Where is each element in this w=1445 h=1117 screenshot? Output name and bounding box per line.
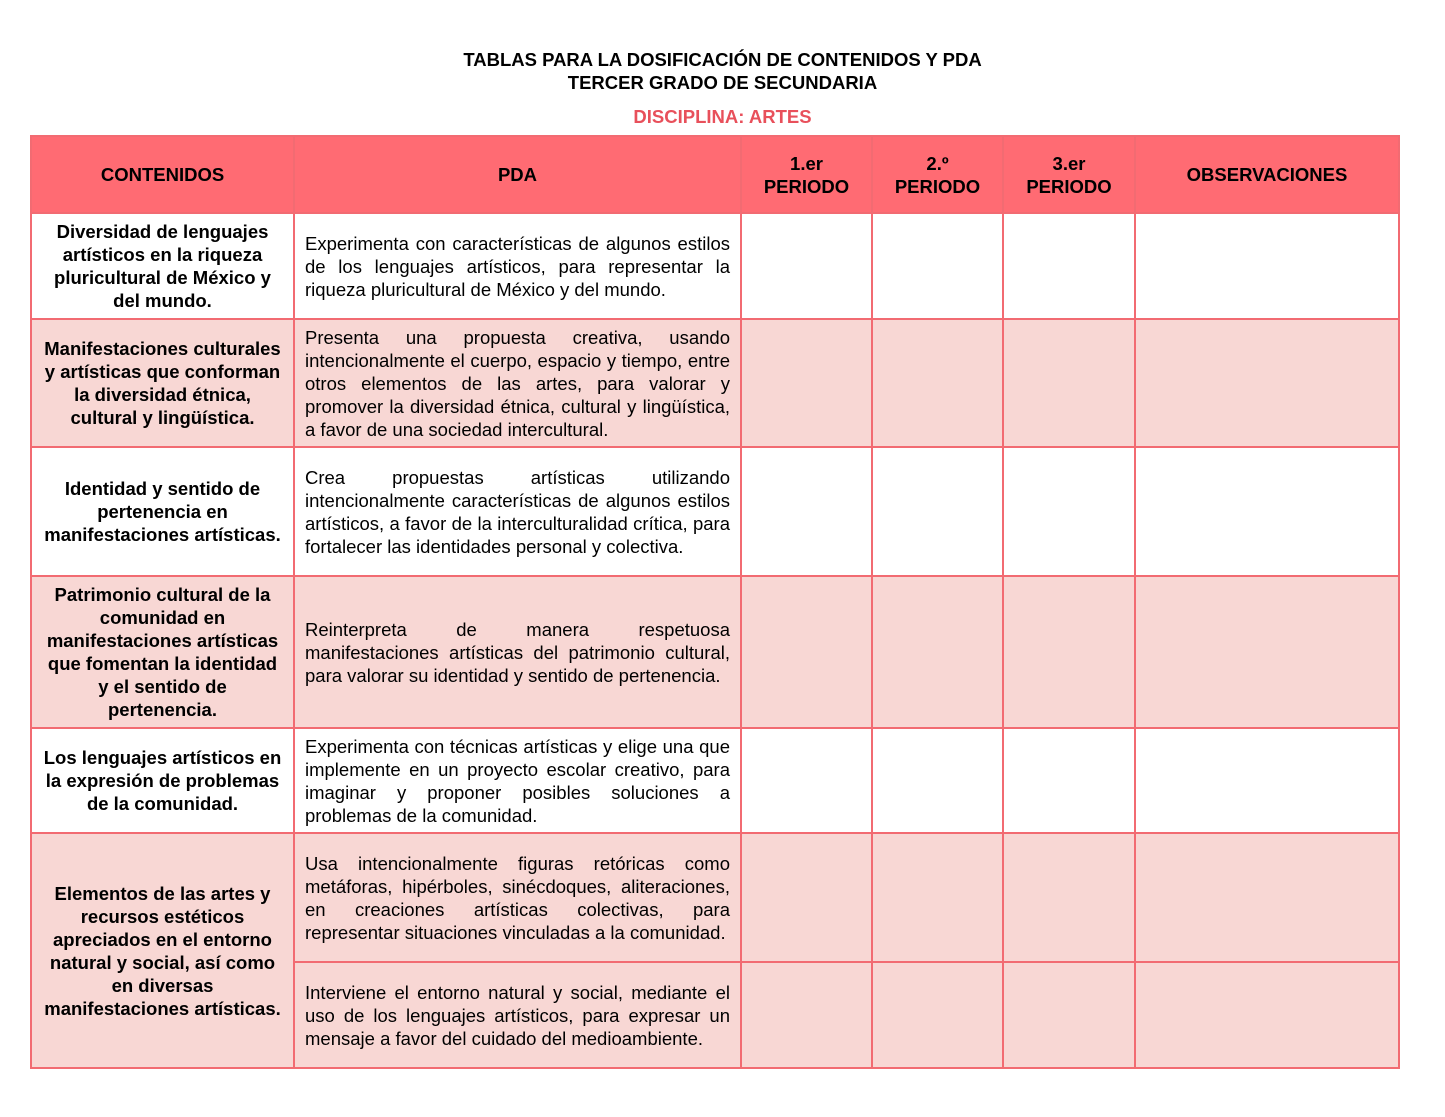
periodo-2-cell xyxy=(872,728,1003,833)
periodo-1-cell xyxy=(741,213,872,319)
contenido-cell: Elementos de las artes y recursos estéticos apreciados en el entorno natural y social, así como en diversas manifestaciones artísticas. xyxy=(31,833,294,1068)
column-header-observaciones: OBSERVACIONES xyxy=(1135,136,1399,213)
contenido-cell: Patrimonio cultural de la comunidad en manifestaciones artísticas que fomentan la identidad y el sentido de pertenencia. xyxy=(31,576,294,728)
periodo-3-cell xyxy=(1003,576,1135,728)
contenido-cell: Los lenguajes artísticos en la expresión de problemas de la comunidad. xyxy=(31,728,294,833)
observaciones-cell xyxy=(1135,447,1399,576)
contenido-cell: Diversidad de lenguajes artísticos en la riqueza pluricultural de México y del mundo. xyxy=(31,213,294,319)
periodo-2-word: PERIODO xyxy=(894,175,981,197)
discipline-heading: DISCIPLINA: ARTES xyxy=(633,106,812,127)
periodo-3-cell xyxy=(1003,833,1135,962)
periodo-3-cell xyxy=(1003,319,1135,447)
pda-cell: Interviene el entorno natural y social, mediante el uso de los lenguajes artísticos, para expresar un mensaje a favor del cuidado del medioambiente. xyxy=(294,962,741,1068)
column-header-contenidos: CONTENIDOS xyxy=(31,136,294,213)
periodo-3-word: PERIODO xyxy=(1026,175,1112,197)
periodo-1-ordinal: 1.er xyxy=(790,152,823,174)
observaciones-cell xyxy=(1135,728,1399,833)
document-title-line-2: TERCER GRADO DE SECUNDARIA xyxy=(567,72,878,93)
observaciones-cell xyxy=(1135,319,1399,447)
observaciones-cell xyxy=(1135,833,1399,962)
observaciones-cell xyxy=(1135,576,1399,728)
periodo-2-ordinal: 2.º xyxy=(926,152,949,174)
pda-cell: Experimenta con técnicas artísticas y elige una que implemente en un proyecto escolar creativo, para imaginar y proponer posibles soluciones a problemas de la comunidad. xyxy=(294,728,741,833)
table-row xyxy=(31,576,1399,728)
periodo-1-cell xyxy=(741,576,872,728)
periodo-1-cell xyxy=(741,728,872,833)
periodo-2-cell xyxy=(872,447,1003,576)
table-row xyxy=(31,728,1399,833)
periodo-3-ordinal: 3.er xyxy=(1052,152,1086,174)
periodo-3-cell xyxy=(1003,447,1135,576)
pda-cell: Reinterpreta de manera respetuosa manifestaciones artísticas del patrimonio cultural, para valorar su identidad y sentido de pertenencia. xyxy=(294,576,741,728)
periodo-3-cell xyxy=(1003,728,1135,833)
periodo-2-cell xyxy=(872,319,1003,447)
periodo-1-cell xyxy=(741,319,872,447)
table-row xyxy=(31,447,1399,576)
contenido-cell: Manifestaciones culturales y artísticas que conforman la diversidad étnica, cultural y lingüística. xyxy=(31,319,294,447)
pda-cell: Presenta una propuesta creativa, usando intencionalmente el cuerpo, espacio y tiempo, entre otros elementos de las artes, para valorar y promover la diversidad étnica, cultural y lingüística, a favor de una sociedad intercultural. xyxy=(294,319,741,447)
periodo-3-cell xyxy=(1003,213,1135,319)
pda-cell: Crea propuestas artísticas utilizando intencionalmente características de algunos estilos artísticos, a favor de la interculturalidad crítica, para fortalecer las identidades personal y colectiva. xyxy=(294,447,741,576)
observaciones-cell xyxy=(1135,962,1399,1068)
periodo-2-cell xyxy=(872,213,1003,319)
periodo-2-cell xyxy=(872,833,1003,962)
table-row xyxy=(31,319,1399,447)
column-header-pda: PDA xyxy=(294,136,741,213)
document-title-line-1: TABLAS PARA LA DOSIFICACIÓN DE CONTENIDOS Y PDA xyxy=(463,49,982,70)
periodo-1-word: PERIODO xyxy=(763,175,850,197)
column-header-periodo-1 xyxy=(741,136,872,213)
periodo-2-cell xyxy=(872,962,1003,1068)
periodo-3-cell xyxy=(1003,962,1135,1068)
periodo-1-cell xyxy=(741,833,872,962)
periodo-1-cell xyxy=(741,962,872,1068)
pda-cell: Experimenta con características de algunos estilos de los lenguajes artísticos, para representar la riqueza pluricultural de México y del mundo. xyxy=(294,213,741,319)
table-row xyxy=(31,833,1399,962)
dosification-table xyxy=(30,135,1400,1069)
table-row xyxy=(31,213,1399,319)
pda-cell: Usa intencionalmente figuras retóricas como metáforas, hipérboles, sinécdoques, aliteraciones, en creaciones artísticas colectivas, para representar situaciones vinculadas a la comunidad. xyxy=(294,833,741,962)
column-header-periodo-3 xyxy=(1003,136,1135,213)
contenido-cell: Identidad y sentido de pertenencia en manifestaciones artísticas. xyxy=(31,447,294,576)
observaciones-cell xyxy=(1135,213,1399,319)
periodo-1-cell xyxy=(741,447,872,576)
column-header-periodo-2 xyxy=(872,136,1003,213)
periodo-2-cell xyxy=(872,576,1003,728)
table-header-row xyxy=(31,136,1399,213)
